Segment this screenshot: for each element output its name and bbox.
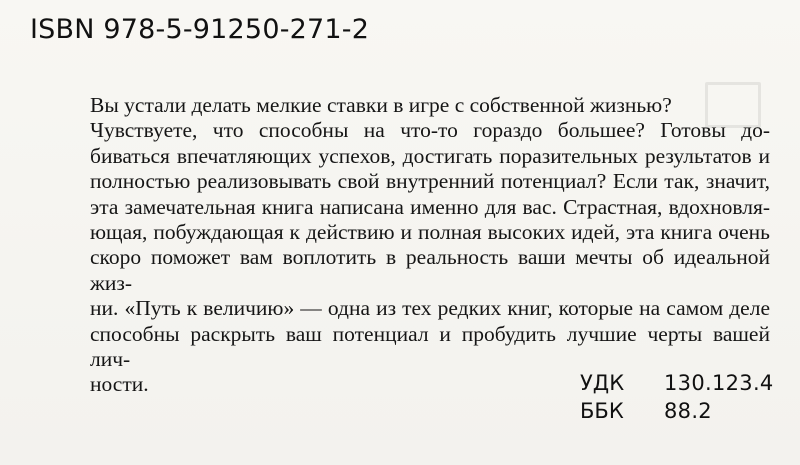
- annotation-paragraph: [90, 93, 770, 398]
- annotation-line-8: способны раскрыть ваш потенциал и пробудить лучшие черты вашей лич-: [90, 321, 770, 372]
- annotation-line-3: полностью реализовывать свой внутренний потенциал? Если так, значит,: [90, 169, 770, 194]
- annotation-line-6: скоро поможет вам воплотить в реальность ваши мечты об идеальной жиз-: [90, 245, 770, 295]
- annotation-line-7: ни. «Путь к величию» — одна из тех редких книг, которые на самом деле: [90, 296, 770, 321]
- bbk-value: 88.2: [664, 399, 712, 423]
- udk-value: 130.123.4: [664, 371, 774, 395]
- book-annotation: [90, 93, 770, 398]
- udk-label: УДК: [580, 371, 625, 395]
- bbk-label: ББК: [580, 399, 624, 423]
- classification-codes: [580, 369, 774, 425]
- annotation-line-5: ющая, побуждающая к действию и полная высоких идей, эта книга очень: [90, 220, 770, 245]
- bbk-row: [580, 397, 774, 425]
- annotation-line-2: биваться впечатляющих успехов, достигать поразительных результатов и: [90, 143, 770, 168]
- annotation-lead-line: Вы устали делать мелкие ставки в игре с собственной жизнью?: [90, 93, 672, 117]
- udk-row: [580, 369, 774, 397]
- annotation-line-9: ности.: [90, 372, 149, 397]
- annotation-line-1: Чувствуете, что способны на что-то гораздо большее? Готовы до-: [90, 118, 770, 143]
- annotation-line-4: эта замечательная книга написана именно для вас. Страстная, вдохновля-: [90, 194, 770, 219]
- isbn-number: ISBN 978-5-91250-271-2: [30, 14, 370, 45]
